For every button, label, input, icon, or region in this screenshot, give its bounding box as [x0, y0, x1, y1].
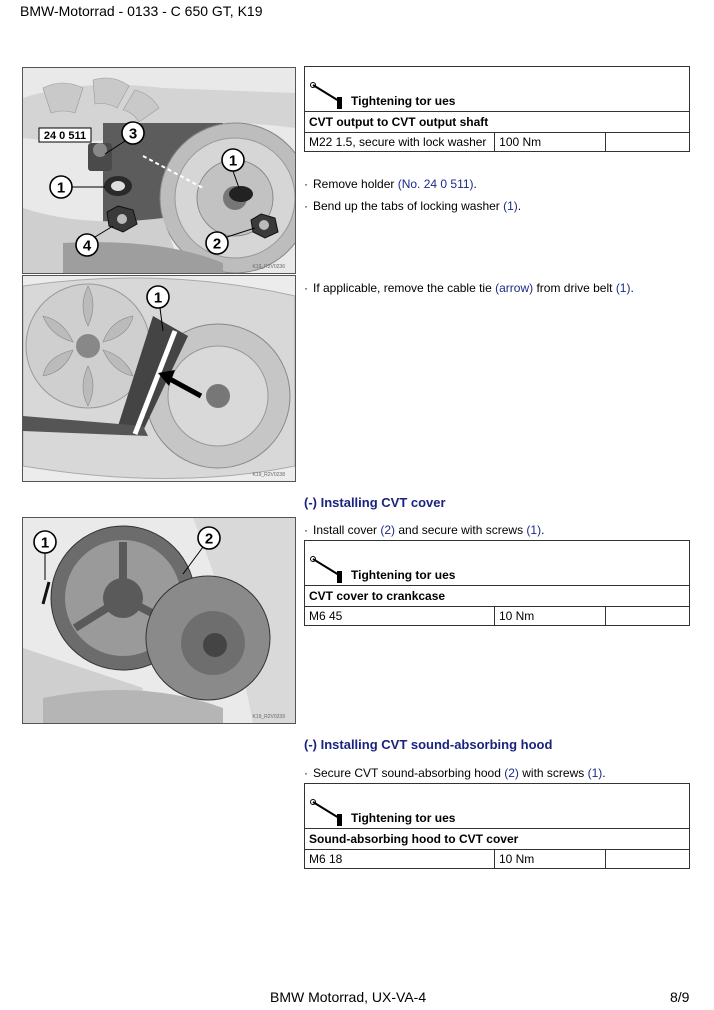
torque-spec: M6 45 [305, 607, 495, 626]
page-number: 8/9 [670, 989, 690, 1005]
svg-text:1: 1 [153, 289, 163, 307]
torque-extra [606, 850, 690, 869]
figure-code: K19_R2V0239 [252, 714, 285, 720]
locking-washer-left [104, 176, 132, 196]
torque-spec: M22 1.5, secure with lock washer [305, 133, 495, 152]
torque-label: Tightening tor ues [351, 811, 456, 825]
ref-link: (1) [503, 199, 518, 213]
torque-label: Tightening tor ues [351, 568, 456, 582]
svg-text:1: 1 [228, 152, 238, 170]
ref-link: (2) [504, 766, 519, 780]
torque-table-cvt-output [304, 66, 690, 152]
svg-text:1: 1 [40, 534, 50, 552]
ref-link: (1) [615, 281, 631, 295]
torque-wrench-icon [309, 555, 349, 583]
torque-extra [606, 607, 690, 626]
document-footer: BMW Motorrad, UX-VA-4 [270, 989, 427, 1005]
step-bend-tabs: · Bend up the tabs of locking washer (1). [304, 199, 522, 213]
svg-text:1: 1 [56, 179, 66, 197]
svg-text:2: 2 [204, 530, 214, 548]
figure-code: K19_R2V0238 [252, 472, 285, 478]
torque-extra [606, 133, 690, 152]
ref-link: (arrow) [495, 281, 534, 295]
ref-link: (No. 24 0 511) [397, 177, 474, 191]
torque-title: CVT cover to crankcase [305, 586, 690, 607]
torque-value: 10 Nm [494, 850, 605, 869]
step-secure-hood: · Secure CVT sound-absorbing hood (2) with screws (1). [304, 766, 606, 780]
ref-link: (2) [380, 523, 396, 537]
figure-cvt-output-holder [22, 67, 296, 274]
special-tool-label [39, 128, 91, 142]
torque-table-sound-hood [304, 783, 690, 869]
figure-code: K19_R2V0236 [252, 264, 285, 270]
step-remove-cable-tie: · If applicable, remove the cable tie (arrow) from drive belt (1). [304, 281, 634, 295]
step-remove-holder: · Remove holder (No. 24 0 511). [304, 177, 477, 191]
figure-cvt-cover [22, 517, 296, 724]
ref-link: (1) [587, 766, 603, 780]
svg-text:24 0 511: 24 0 511 [43, 130, 87, 142]
section-title-installing-cvt-cover: (-) Installing CVT cover [304, 495, 446, 510]
svg-text:4: 4 [82, 237, 92, 255]
torque-value: 10 Nm [494, 607, 605, 626]
torque-table-cvt-cover [304, 540, 690, 626]
torque-value: 100 Nm [495, 133, 606, 152]
section-title-installing-sound-hood: (-) Installing CVT sound-absorbing hood [304, 737, 553, 752]
torque-title: CVT output to CVT output shaft [305, 112, 690, 133]
torque-title: Sound-absorbing hood to CVT cover [305, 829, 690, 850]
svg-text:3: 3 [128, 125, 138, 143]
step-install-cover: · Install cover (2) and secure with screws (1). [304, 523, 545, 537]
torque-spec: M6 18 [305, 850, 495, 869]
figure-drive-belt-cable-tie [22, 275, 296, 482]
torque-wrench-icon [309, 798, 349, 826]
ref-link: (1) [526, 523, 542, 537]
svg-text:2: 2 [212, 235, 222, 253]
document-header: BMW-Motorrad - 0133 - C 650 GT, K19 [20, 3, 263, 19]
torque-label: Tightening tor ues [351, 94, 456, 108]
torque-wrench-icon [309, 81, 349, 109]
